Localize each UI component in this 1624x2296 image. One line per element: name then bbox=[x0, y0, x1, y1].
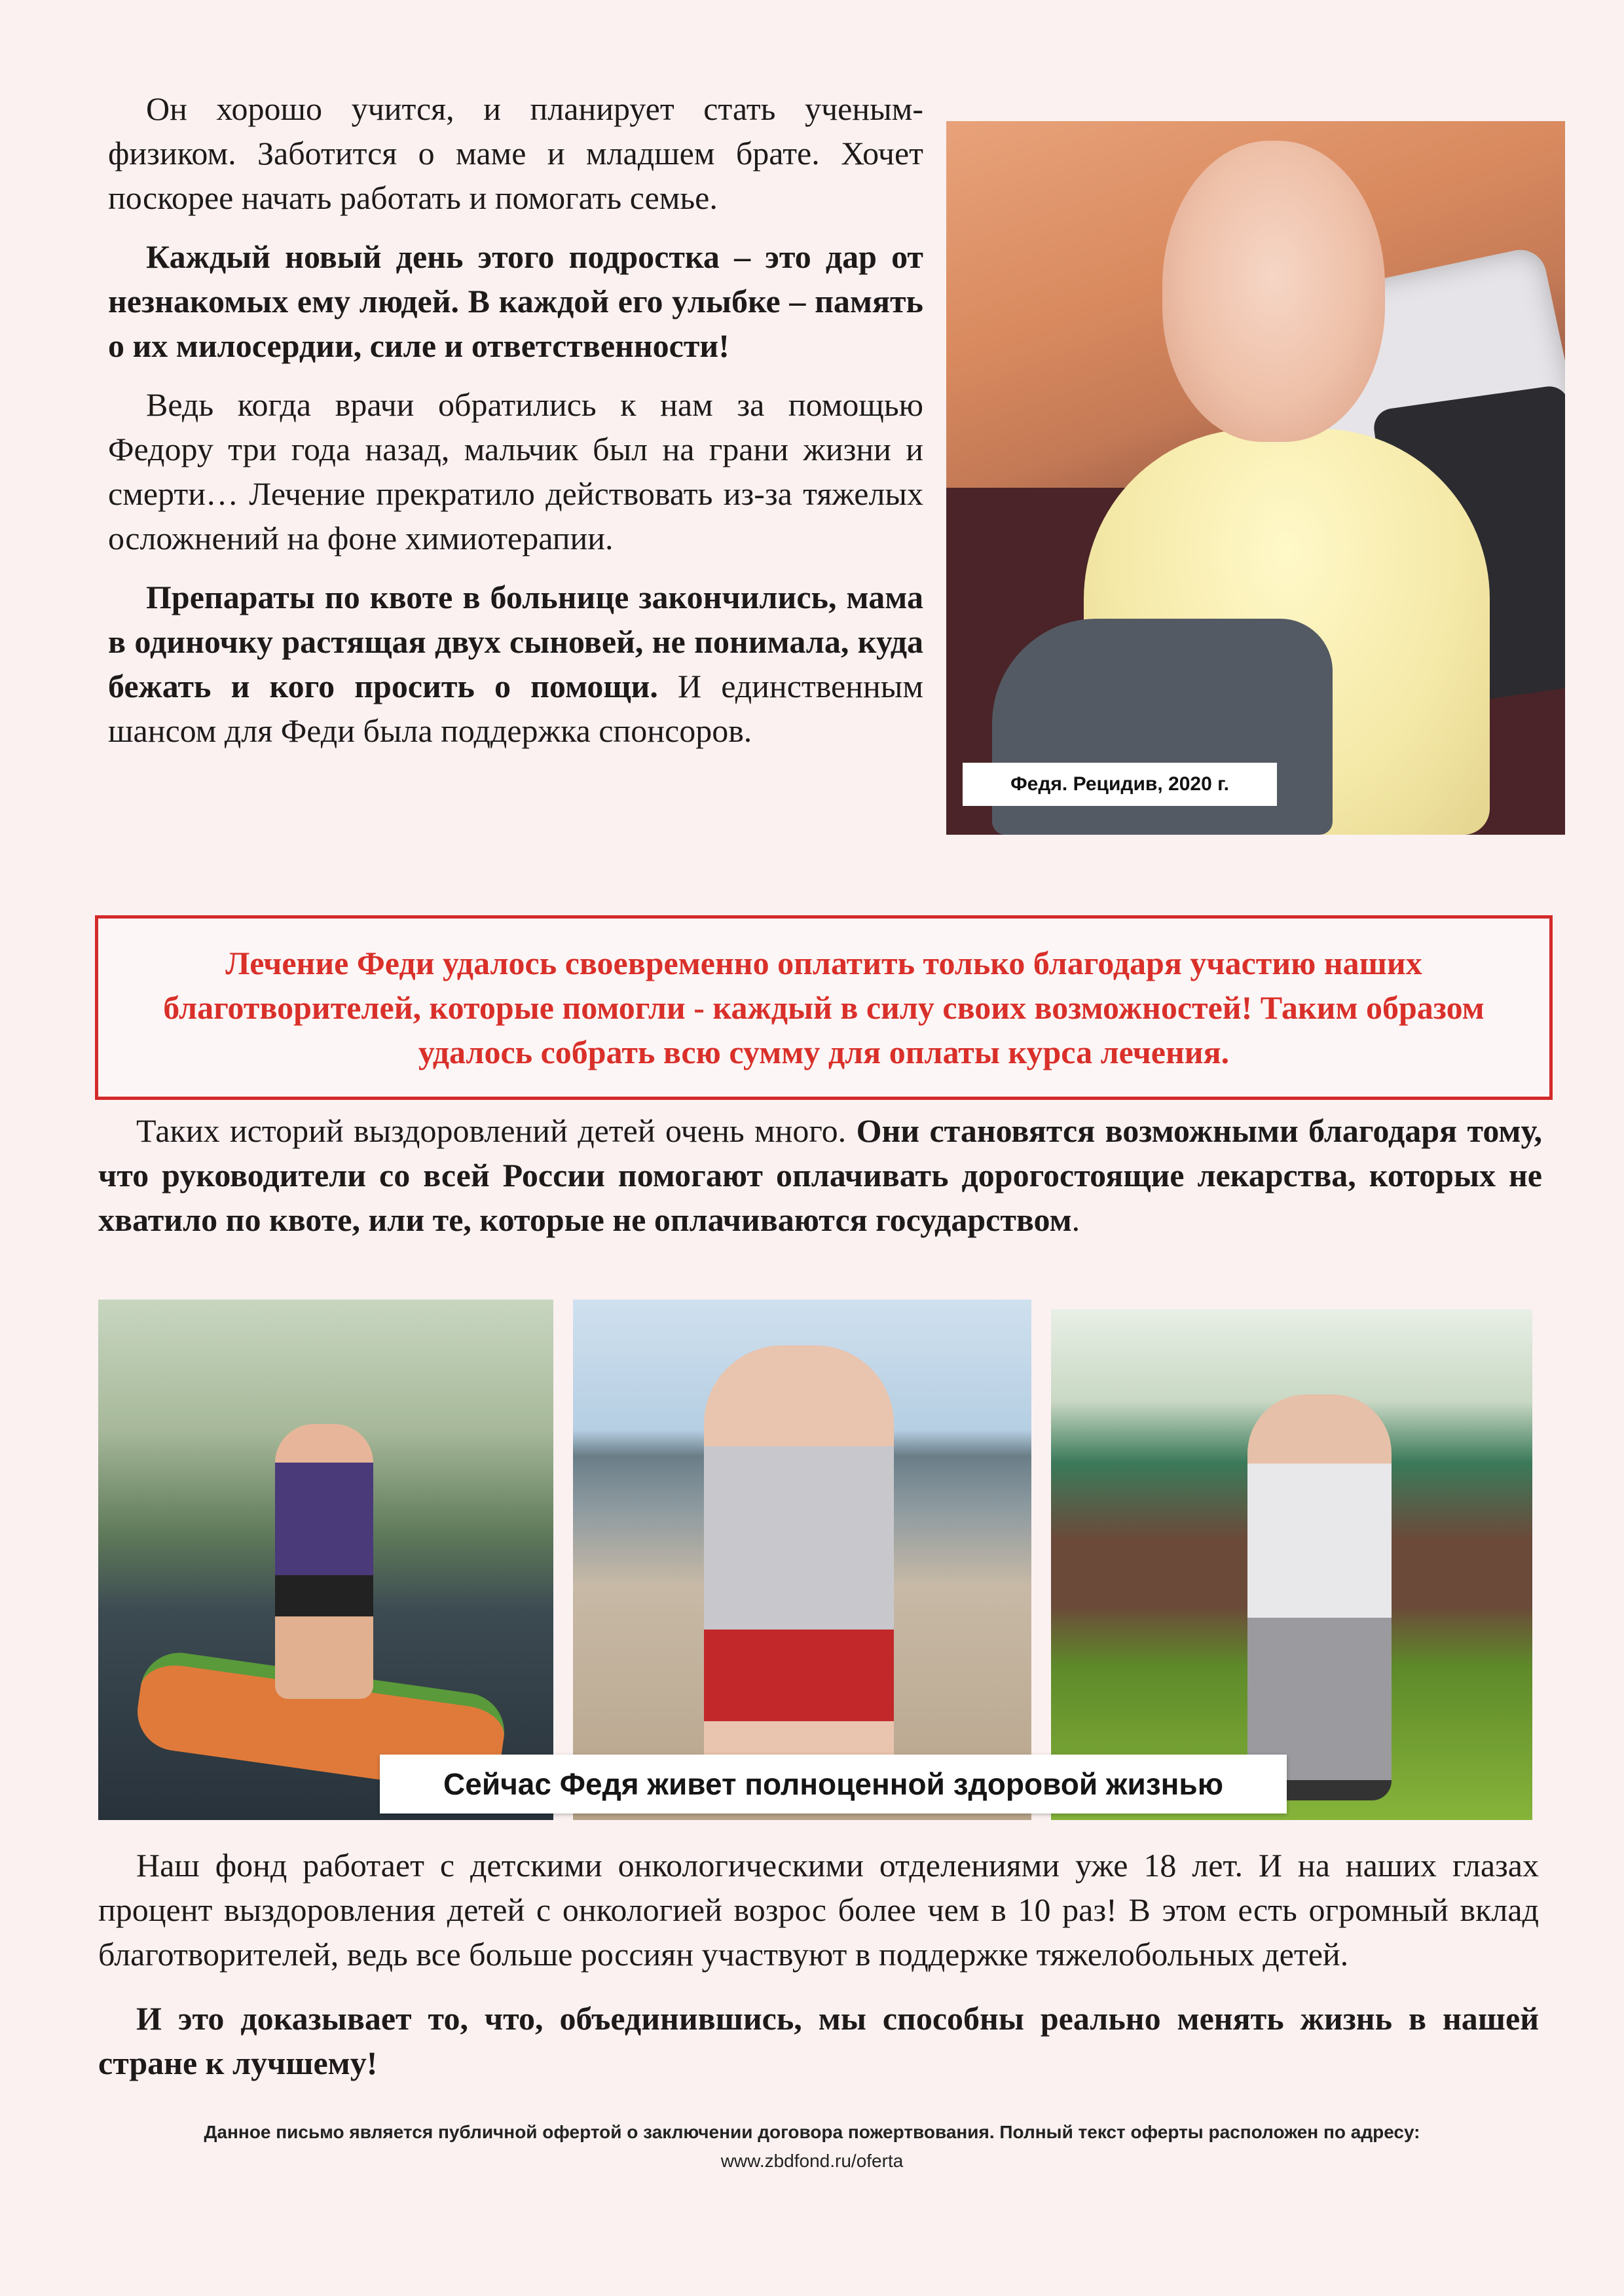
boy-on-beach bbox=[704, 1345, 894, 1804]
highlight-paragraph: Каждый новый день этого подростка – это дар от незнакомых ему людей. В каждой его улыбке – память о их милосердии, силе и ответственности! bbox=[108, 238, 923, 364]
boy-on-board bbox=[275, 1424, 373, 1699]
stories-bold: Они становятся возможными благодаря тому, что руководители со всей России помогают оплачивать дорогостоящие лекарства, которых не хватило по квоте, или те, которые не оплачиваются государством bbox=[98, 1112, 1542, 1238]
treatment-notice-text: Лечение Феди удалось своевременно оплатить только благодаря участию наших благотворителей, которые помогли - каждый в силу своих возможностей! Таким образом удалось собрать всю сумму для оплаты курса лечения. bbox=[163, 945, 1485, 1070]
quota-rest-text: И единственным шансом для Феди была поддержка спонсоров. bbox=[108, 668, 923, 749]
top-text-column bbox=[108, 86, 923, 753]
bottom-text bbox=[98, 1843, 1539, 2085]
public-offer-text: Данное письмо является публичной офертой о заключении договора пожертвования. Полный текст оферты расположен по адресу: bbox=[204, 2122, 1420, 2142]
photos-bottom-caption: Сейчас Федя живет полноценной здоровой жизнью bbox=[380, 1755, 1287, 1813]
lawn-mowing-photo bbox=[1051, 1309, 1532, 1820]
history-paragraph: Ведь когда врачи обратились к нам за помощью Федору три года назад, мальчик был на грани жизни и смерти… Лечение прекратило действовать из-за тяжелых осложнений на фоне химиотерапии. bbox=[108, 386, 923, 556]
stories-start: Таких историй выздоровлений детей очень много. bbox=[136, 1112, 857, 1149]
stories-paragraph bbox=[98, 1108, 1542, 1242]
photo-boy-head bbox=[1162, 141, 1385, 442]
stories-end: . bbox=[1071, 1201, 1080, 1238]
conclusion-paragraph: И это доказывает то, что, объединившись, мы способны реально менять жизнь в нашей стране к лучшему! bbox=[98, 2000, 1539, 2081]
quota-bold-text: Препараты по квоте в больнице закончились, мама в одиночку растящая двух сыновей, не понимала, куда бежать и кого просить о помощи. bbox=[108, 579, 923, 704]
quota-paragraph bbox=[108, 575, 923, 753]
foundation-paragraph: Наш фонд работает с детскими онкологическими отделениями уже 18 лет. И на наших глазах процент выздоровления детей с онкологией возрос более чем в 10 раз! В этом есть огромный вклад благотворителей, ведь все больше россиян участвуют в поддержке тяжелобольных детей. bbox=[98, 1847, 1539, 1973]
boy-with-trimmer bbox=[1247, 1394, 1392, 1800]
treatment-notice-box bbox=[95, 915, 1553, 1100]
beach-photo bbox=[573, 1300, 1031, 1820]
offer-link[interactable]: www.zbdfond.ru/oferta bbox=[720, 2151, 904, 2171]
sup-board-photo bbox=[98, 1300, 553, 1820]
public-offer-footer bbox=[98, 2118, 1526, 2176]
photo-top-caption: Федя. Рецидив, 2020 г. bbox=[963, 763, 1277, 806]
intro-paragraph: Он хорошо учится, и планирует стать ученым-физиком. Заботится о маме и младшем брате. Хочет поскорее начать работать и помогать семье. bbox=[108, 90, 923, 216]
middle-text bbox=[98, 1108, 1542, 1242]
fedya-relapse-photo bbox=[946, 121, 1565, 835]
